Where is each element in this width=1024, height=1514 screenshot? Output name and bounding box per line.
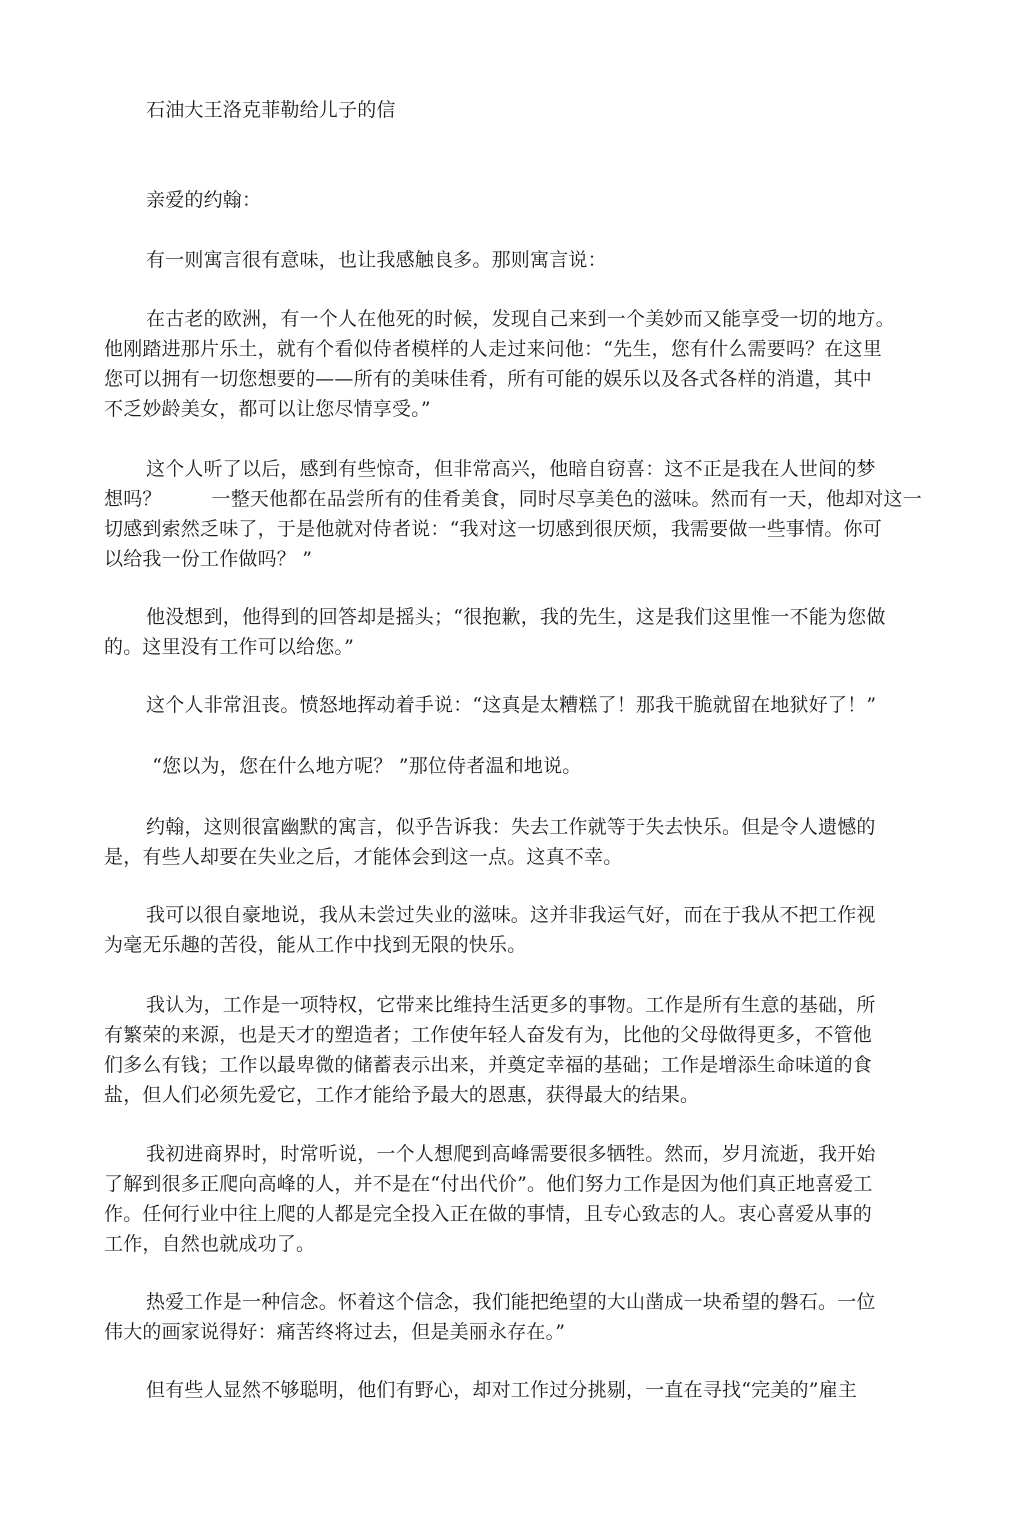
letter-title: 石油大王洛克菲勒给儿子的信	[146, 99, 396, 121]
paragraph-line: 工作，自然也就成功了。	[104, 1233, 316, 1255]
paragraph-line: 这个人听了以后，感到有些惊奇，但非常高兴，他暗自窃喜：这不正是我在人世间的梦	[146, 458, 876, 480]
paragraph-line: 作。任何行业中往上爬的人都是完全投入正在做的事情，且专心致志的人。衷心喜爱从事的	[104, 1203, 873, 1225]
paragraph-line: 有繁荣的来源，也是天才的塑造者；工作使年轻人奋发有为，比他的父母做得更多，不管他	[104, 1024, 873, 1046]
paragraph-line: 我认为，工作是一项特权，它带来比维持生活更多的事物。工作是所有生意的基础，所	[146, 994, 876, 1016]
paragraph-line: 的。这里没有工作可以给您。”	[104, 636, 355, 658]
letter-salutation: 亲爱的约翰：	[146, 189, 262, 211]
paragraph-line: 我初进商界时，时常听说，一个人想爬到高峰需要很多牺牲。然而，岁月流逝，我开始	[146, 1143, 876, 1165]
paragraph-line: 热爱工作是一种信念。怀着这个信念，我们能把绝望的大山凿成一块希望的磐石。一位	[146, 1291, 876, 1313]
paragraph-line: 盐，但人们必须先爱它，工作才能给予最大的恩惠，获得最大的结果。	[104, 1084, 700, 1106]
paragraph-line: 想吗？ 一整天他都在品尝所有的佳肴美食，同时尽享美色的滋味。然而有一天，他却对这一	[104, 488, 922, 510]
paragraph-line: 了解到很多正爬向高峰的人，并不是在“付出代价”。他们努力工作是因为他们真正地喜爱工	[104, 1173, 873, 1195]
paragraph-line: 但有些人显然不够聪明，他们有野心，却对工作过分挑剔，一直在寻找“完美的”雇主	[146, 1379, 858, 1401]
paragraph-line: 我可以很自豪地说，我从未尝过失业的滋味。这并非我运气好，而在于我从不把工作视	[146, 904, 876, 926]
paragraph-line: 他没想到，他得到的回答却是摇头；“很抱歉，我的先生，这是我们这里惟一不能为您做	[146, 606, 886, 628]
paragraph-line: 切感到索然乏味了，于是他就对侍者说：“我对这一切感到很厌烦，我需要做一些事情。你可	[104, 518, 882, 540]
paragraph-line: 们多么有钱；工作以最卑微的储蓄表示出来，并奠定幸福的基础；工作是增添生命味道的食	[104, 1054, 873, 1076]
paragraph-line: 不乏妙龄美女，都可以让您尽情享受。”	[104, 398, 431, 420]
paragraph-line: 为毫无乐趣的苦役，能从工作中找到无限的快乐。	[104, 934, 527, 956]
paragraph-line: 伟大的画家说得好：痛苦终将过去，但是美丽永存在。”	[104, 1321, 566, 1343]
paragraph-line: 您可以拥有一切您想要的——所有的美味佳肴，所有可能的娱乐以及各式各样的消遣，其中	[104, 368, 873, 390]
paragraph-line: 以给我一份工作做吗？ ”	[104, 548, 313, 570]
paragraph-line: 约翰，这则很富幽默的寓言，似乎告诉我：失去工作就等于失去快乐。但是令人遗憾的	[146, 816, 876, 838]
paragraph-line: 是，有些人却要在失业之后，才能体会到这一点。这真不幸。	[104, 846, 623, 868]
paragraph-line: 他刚踏进那片乐土，就有个看似侍者模样的人走过来问他：“先生，您有什么需要吗？在这里	[104, 338, 882, 360]
paragraph-line: “您以为，您在什么地方呢？ ”那位侍者温和地说。	[146, 755, 582, 777]
paragraph-line: 有一则寓言很有意味，也让我感触良多。那则寓言说：	[146, 249, 607, 271]
paragraph-line: 这个人非常沮丧。愤怒地挥动着手说：“这真是太糟糕了！那我干脆就留在地狱好了！”	[146, 694, 877, 716]
paragraph-line: 在古老的欧洲，有一个人在他死的时候，发现自己来到一个美妙而又能享受一切的地方。	[146, 308, 895, 330]
